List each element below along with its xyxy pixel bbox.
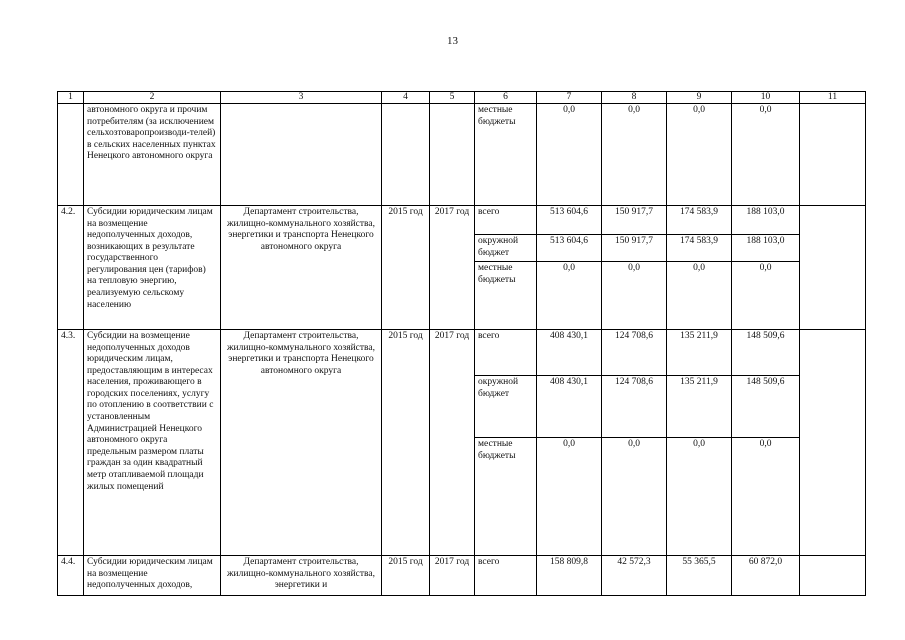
funding-source: окружной бюджет <box>475 235 537 262</box>
item-start-year: 2015 год <box>382 556 430 596</box>
amount-2016: 135 211,9 <box>667 330 732 376</box>
program-table <box>57 91 866 596</box>
amount-2015: 124 708,6 <box>602 376 667 438</box>
amount-2015: 42 572,3 <box>602 556 667 596</box>
amount-2017: 60 872,0 <box>732 556 800 596</box>
item-department: Департамент строительства, жилищно-коммунального хозяйства, энергетики и транспорта Ненецкого автономного округа <box>221 206 382 330</box>
amount-2016: 174 583,9 <box>667 206 732 235</box>
amount-2017: 148 509,6 <box>732 330 800 376</box>
item-end-year: 2017 год <box>430 330 475 556</box>
item-start-year: 2015 год <box>382 206 430 330</box>
amount-total: 0,0 <box>537 262 602 330</box>
item-end-year: 2017 год <box>430 206 475 330</box>
table-row <box>58 330 866 376</box>
item-name: автономного округа и прочим потребителям (за исключением сельхозтоваропроизводи-телей) в сельских населенных пунктах Ненецкого автономного округа <box>84 104 221 206</box>
funding-source: всего <box>475 330 537 376</box>
col-header-6: 6 <box>475 92 537 104</box>
item-name: Субсидии юридическим лицам на возмещение недополученных доходов, возникающих в результате государственного регулирования цен (тарифов) на тепловую энергию, реализуемую сельскому населению <box>84 206 221 330</box>
col-header-1: 1 <box>58 92 84 104</box>
amount-2017: 188 103,0 <box>732 235 800 262</box>
amount-2015: 0,0 <box>602 104 667 206</box>
item-department: Департамент строительства, жилищно-коммунального хозяйства, энергетики и транспорта Ненецкого автономного округа <box>221 330 382 556</box>
amount-2017: 0,0 <box>732 262 800 330</box>
item-start-year: 2015 год <box>382 330 430 556</box>
item-department <box>221 104 382 206</box>
item-name: Субсидии на возмещение недополученных доходов юридическим лицам, предоставляющим в интересах населения, проживающего в городских поселениях, услугу по отоплению в соответствии с установленным Администрацией Ненецкого автономного округа предельным размером платы граждан за один квадратный метр отапливаемой площади жилых помещений <box>84 330 221 556</box>
item-number <box>58 104 84 206</box>
item-start-year <box>382 104 430 206</box>
funding-source: окружной бюджет <box>475 376 537 438</box>
amount-total: 0,0 <box>537 104 602 206</box>
column-header-row <box>58 92 866 104</box>
item-number: 4.2. <box>58 206 84 330</box>
amount-2015: 0,0 <box>602 262 667 330</box>
amount-2016: 174 583,9 <box>667 235 732 262</box>
amount-total: 0,0 <box>537 438 602 556</box>
item-department: Департамент строительства, жилищно-коммунального хозяйства, энергетики и <box>221 556 382 596</box>
amount-2017: 0,0 <box>732 438 800 556</box>
item-end-year: 2017 год <box>430 556 475 596</box>
amount-2017: 188 103,0 <box>732 206 800 235</box>
funding-source: местные бюджеты <box>475 104 537 206</box>
item-number: 4.3. <box>58 330 84 556</box>
col-header-4: 4 <box>382 92 430 104</box>
note-cell <box>800 104 866 206</box>
funding-source: местные бюджеты <box>475 438 537 556</box>
amount-2016: 0,0 <box>667 262 732 330</box>
item-end-year <box>430 104 475 206</box>
note-cell <box>800 206 866 330</box>
amount-2015: 150 917,7 <box>602 206 667 235</box>
amount-2016: 135 211,9 <box>667 376 732 438</box>
amount-2017: 0,0 <box>732 104 800 206</box>
col-header-5: 5 <box>430 92 475 104</box>
amount-total: 408 430,1 <box>537 330 602 376</box>
amount-total: 408 430,1 <box>537 376 602 438</box>
amount-2017: 148 509,6 <box>732 376 800 438</box>
col-header-3: 3 <box>221 92 382 104</box>
note-cell <box>800 330 866 556</box>
amount-total: 513 604,6 <box>537 206 602 235</box>
col-header-8: 8 <box>602 92 667 104</box>
page-number: 13 <box>447 35 458 47</box>
note-cell <box>800 556 866 596</box>
amount-2015: 0,0 <box>602 438 667 556</box>
amount-2015: 150 917,7 <box>602 235 667 262</box>
col-header-10: 10 <box>732 92 800 104</box>
table-row <box>58 556 866 596</box>
item-name: Субсидии юридическим лицам на возмещение недополученных доходов, <box>84 556 221 596</box>
item-number: 4.4. <box>58 556 84 596</box>
amount-2016: 55 365,5 <box>667 556 732 596</box>
col-header-9: 9 <box>667 92 732 104</box>
funding-source: всего <box>475 556 537 596</box>
funding-source: всего <box>475 206 537 235</box>
col-header-2: 2 <box>84 92 221 104</box>
amount-total: 513 604,6 <box>537 235 602 262</box>
col-header-11: 11 <box>800 92 866 104</box>
amount-2015: 124 708,6 <box>602 330 667 376</box>
amount-total: 158 809,8 <box>537 556 602 596</box>
funding-source: местные бюджеты <box>475 262 537 330</box>
amount-2016: 0,0 <box>667 438 732 556</box>
table-row <box>58 206 866 235</box>
col-header-7: 7 <box>537 92 602 104</box>
table-row-continuation <box>58 104 866 206</box>
amount-2016: 0,0 <box>667 104 732 206</box>
